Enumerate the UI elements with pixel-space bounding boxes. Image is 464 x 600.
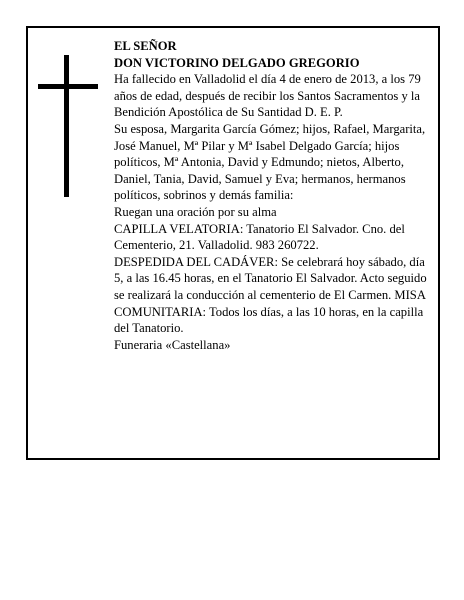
title-line: EL SEÑOR bbox=[114, 39, 177, 53]
chapel-info: CAPILLA VELATORIA: Tanatorio El Salvador. Cno. del Cementerio, 21. Valladolid. 983 260722. bbox=[114, 221, 405, 253]
cross-horizontal-bar bbox=[38, 84, 98, 89]
funeral-home: Funeraria «Castellana» bbox=[114, 337, 231, 352]
cross-icon bbox=[38, 55, 98, 197]
cross-vertical-bar bbox=[64, 55, 69, 197]
family-list: Su esposa, Margarita García Gómez; hijos, Rafael, Margarita, José Manuel, Mª Pilar y Mª Isabel Delgado García; hijos políticos, Mª Antonia, David y Edmundo; nietos, Alberto, Daniel, Tania, David, Samuel y Eva; hermanos, hermanos políticos, sobrinos y demás familia: bbox=[114, 121, 426, 203]
death-announcement: Ha fallecido en Valladolid el día 4 de enero de 2013, a los 79 años de edad, después de recibir los Santos Sacramentos y la Bendición Apostólica de Su Santidad D. E. P. bbox=[114, 72, 421, 120]
prayer-request: Ruegan una oración por su alma bbox=[114, 204, 277, 219]
farewell-info: DESPEDIDA DEL CADÁVER: Se celebrará hoy sábado, día 5, a las 16.45 horas, en el Tanatorio El Salvador. Acto seguido se realizará la conducción al cementerio de El Carmen. MISA COMUNITARIA: Todos los días, a las 10 horas, en la capilla del Tanatorio. bbox=[114, 254, 427, 336]
deceased-name: DON VICTORINO DELGADO GREGORIO bbox=[114, 55, 360, 70]
obituary-text bbox=[114, 38, 430, 353]
